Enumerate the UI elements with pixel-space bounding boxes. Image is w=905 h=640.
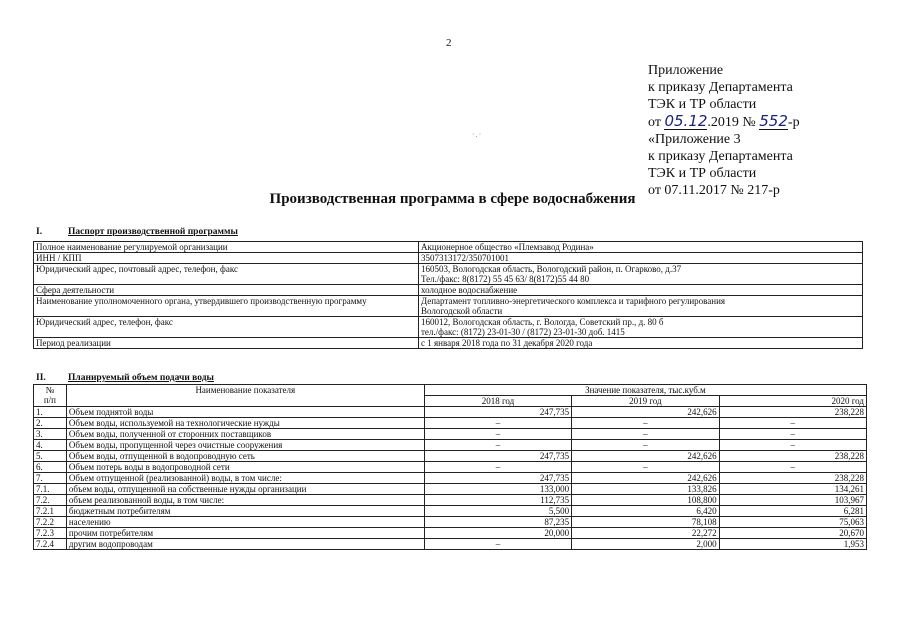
- row-name: прочим потребителям: [66, 528, 424, 539]
- row-name: объем реализованной воды, в том числе:: [66, 495, 424, 506]
- row-value-2018: –: [424, 539, 571, 550]
- row-number: 7.2.2: [34, 517, 67, 528]
- row-name: Объем воды, полученной от сторонних поставщиков: [66, 429, 424, 440]
- row-value-2020: –: [719, 418, 866, 429]
- handwritten-number: 552: [759, 111, 788, 130]
- row-value-2020: 238,228: [719, 407, 866, 418]
- passport-value-line: холодное водоснабжение: [421, 285, 518, 295]
- handwritten-dot: .: [683, 111, 689, 130]
- table-row: [34, 517, 867, 528]
- header-number: № п/п: [34, 385, 67, 407]
- row-value-2020: 103,967: [719, 495, 866, 506]
- scan-artifact: ·.·: [472, 130, 483, 139]
- row-value-2020: –: [719, 440, 866, 451]
- row-value-2019: 242,626: [572, 451, 719, 462]
- row-value-2020: 20,670: [719, 528, 866, 539]
- row-value-2019: –: [572, 462, 719, 473]
- passport-value-line: с 1 января 2018 года по 31 декабря 2020 года: [421, 338, 593, 348]
- appendix-line: «Приложение 3: [648, 131, 741, 147]
- row-number: 7.2.1: [34, 506, 67, 517]
- appendix-line: к приказу Департамента: [648, 80, 793, 96]
- row-number: 7.1.: [34, 484, 67, 495]
- section1-title: Паспорт производственной программы: [68, 227, 238, 237]
- section1-heading: [36, 227, 238, 237]
- row-name: населению: [66, 517, 424, 528]
- section2-number: II.: [36, 373, 46, 383]
- row-name: Объем поднятой воды: [66, 407, 424, 418]
- passport-value-line: Тел./факс: 8(8172) 55 45 63/ 8(8172)55 44 80: [421, 274, 590, 284]
- appendix-block: [648, 62, 898, 200]
- row-value-2018: 112,735: [424, 495, 571, 506]
- table-row: [34, 418, 867, 429]
- table-row: [34, 451, 867, 462]
- table-row: [34, 338, 863, 349]
- row-value-2020: 238,228: [719, 473, 866, 484]
- appendix-line: ТЭК и ТР области: [648, 166, 757, 182]
- row-value-2020: 6,281: [719, 506, 866, 517]
- passport-value-line: Вологодской области: [421, 306, 503, 316]
- row-value-2019: 242,626: [572, 473, 719, 484]
- row-value-2019: –: [572, 418, 719, 429]
- date-prefix: от: [648, 114, 661, 130]
- passport-label: Полное наименование регулируемой организации: [34, 242, 419, 253]
- passport-value-line: 160503, Вологодская область, Вологодский район, п. Огарково, д.37: [421, 264, 682, 274]
- row-value-2018: 5,500: [424, 506, 571, 517]
- table-row: [34, 528, 867, 539]
- passport-value: [419, 242, 863, 253]
- row-number: 3.: [34, 429, 67, 440]
- row-name: Объем воды, отпущенной в водопроводную сеть: [66, 451, 424, 462]
- table-row: [34, 407, 867, 418]
- header-year-2018: 2018 год: [424, 396, 571, 407]
- row-number: 7.: [34, 473, 67, 484]
- header-year-2020: 2020 год: [719, 396, 866, 407]
- row-name: Объем потерь воды в водопроводной сети: [66, 462, 424, 473]
- row-number: 2.: [34, 418, 67, 429]
- row-number: 7.2.4: [34, 539, 67, 550]
- header-name: Наименование показателя: [66, 385, 424, 407]
- passport-label: Сфера деятельности: [34, 285, 419, 296]
- row-number: 7.2.3: [34, 528, 67, 539]
- row-name: другим водопроводам: [66, 539, 424, 550]
- passport-label: Период реализации: [34, 338, 419, 349]
- handwritten-day: 05: [664, 111, 684, 130]
- passport-value: [419, 285, 863, 296]
- page-number: 2: [446, 37, 452, 49]
- row-number: 4.: [34, 440, 67, 451]
- row-value-2019: 6,420: [572, 506, 719, 517]
- row-value-2018: –: [424, 429, 571, 440]
- table-header-row: [34, 385, 867, 396]
- table-row: [34, 429, 867, 440]
- appendix-line: ТЭК и ТР области: [648, 97, 757, 113]
- row-value-2018: 247,735: [424, 473, 571, 484]
- row-value-2018: –: [424, 462, 571, 473]
- date-year: .2019 №: [707, 114, 756, 130]
- passport-label: ИНН / КПП: [34, 253, 419, 264]
- row-value-2020: 238,228: [719, 451, 866, 462]
- row-value-2018: 133,000: [424, 484, 571, 495]
- row-name: объем воды, отпущенной на собственные нужды организации: [66, 484, 424, 495]
- appendix-line: от 07.11.2017 № 217-р: [648, 183, 780, 199]
- table-row: [34, 253, 863, 264]
- passport-value: [419, 264, 863, 285]
- row-name: бюджетным потребителям: [66, 506, 424, 517]
- document-title: Производственная программа в сфере водоснабжения: [269, 191, 636, 207]
- section2-heading: [36, 373, 214, 383]
- table-row: [34, 473, 867, 484]
- row-value-2019: 2,000: [572, 539, 719, 550]
- passport-value: [419, 296, 863, 317]
- row-number: 6.: [34, 462, 67, 473]
- table-row: [34, 317, 863, 338]
- row-value-2020: –: [719, 429, 866, 440]
- passport-label: Юридический адрес, телефон, факс: [34, 317, 419, 338]
- handwritten-month: 12: [688, 111, 708, 130]
- passport-value-line: 160012, Вологодская область, г. Вологда, Советский пр., д. 80 б: [421, 317, 664, 327]
- passport-value: [419, 338, 863, 349]
- passport-value-line: тел./факс: (8172) 23-01-30 / (8172) 23-01-30 доб. 1415: [421, 327, 625, 337]
- row-value-2019: 133,826: [572, 484, 719, 495]
- row-value-2020: 75,063: [719, 517, 866, 528]
- appendix-line: к приказу Департамента: [648, 149, 793, 165]
- passport-label: Юридический адрес, почтовый адрес, телефон, факс: [34, 264, 419, 285]
- section1-number: I.: [36, 227, 43, 237]
- date-suffix: -р: [787, 114, 800, 130]
- passport-label: Наименование уполномоченного органа, утвердившего производственную программу: [34, 296, 419, 317]
- row-number: 7.2.: [34, 495, 67, 506]
- row-value-2019: 108,800: [572, 495, 719, 506]
- passport-value: [419, 253, 863, 264]
- row-value-2018: –: [424, 440, 571, 451]
- table-row: [34, 296, 863, 317]
- water-volume-table: [33, 384, 867, 550]
- row-value-2019: –: [572, 429, 719, 440]
- passport-value: [419, 317, 863, 338]
- section2-title: Планируемый объем подачи воды: [68, 373, 214, 383]
- table-row: [34, 506, 867, 517]
- row-value-2018: 247,735: [424, 407, 571, 418]
- row-value-2018: 20,000: [424, 528, 571, 539]
- row-value-2018: 247,735: [424, 451, 571, 462]
- appendix-date-line: [648, 111, 898, 131]
- row-name: Объем воды, пропущенной через очистные сооружения: [66, 440, 424, 451]
- row-value-2020: 1,953: [719, 539, 866, 550]
- row-value-2019: –: [572, 440, 719, 451]
- header-value: Значение показателя, тыс.куб.м: [424, 385, 866, 396]
- appendix-line: Приложение: [648, 63, 724, 78]
- row-number: 1.: [34, 407, 67, 418]
- row-number: 5.: [34, 451, 67, 462]
- row-value-2020: 134,261: [719, 484, 866, 495]
- row-value-2018: –: [424, 418, 571, 429]
- passport-table: [33, 241, 863, 349]
- table-row: [34, 539, 867, 550]
- row-value-2019: 78,108: [572, 517, 719, 528]
- passport-value-line: Департамент топливно-энергетического комплекса и тарифного регулирования: [421, 296, 726, 306]
- table-row: [34, 495, 867, 506]
- row-value-2020: –: [719, 462, 866, 473]
- row-name: Объем отпущенной (реализованной) воды, в том числе:: [66, 473, 424, 484]
- table-row: [34, 285, 863, 296]
- passport-value-line: Акционерное общество «Племзавод Родина»: [421, 242, 594, 252]
- table-row: [34, 484, 867, 495]
- passport-value-line: 3507313172/350701001: [421, 253, 510, 263]
- row-value-2019: 242,626: [572, 407, 719, 418]
- header-year-2019: 2019 год: [572, 396, 719, 407]
- table-row: [34, 440, 867, 451]
- row-value-2018: 87,235: [424, 517, 571, 528]
- table-row: [34, 462, 867, 473]
- table-row: [34, 242, 863, 253]
- row-value-2019: 22,272: [572, 528, 719, 539]
- table-row: [34, 264, 863, 285]
- row-name: Объем воды, используемой на технологические нужды: [66, 418, 424, 429]
